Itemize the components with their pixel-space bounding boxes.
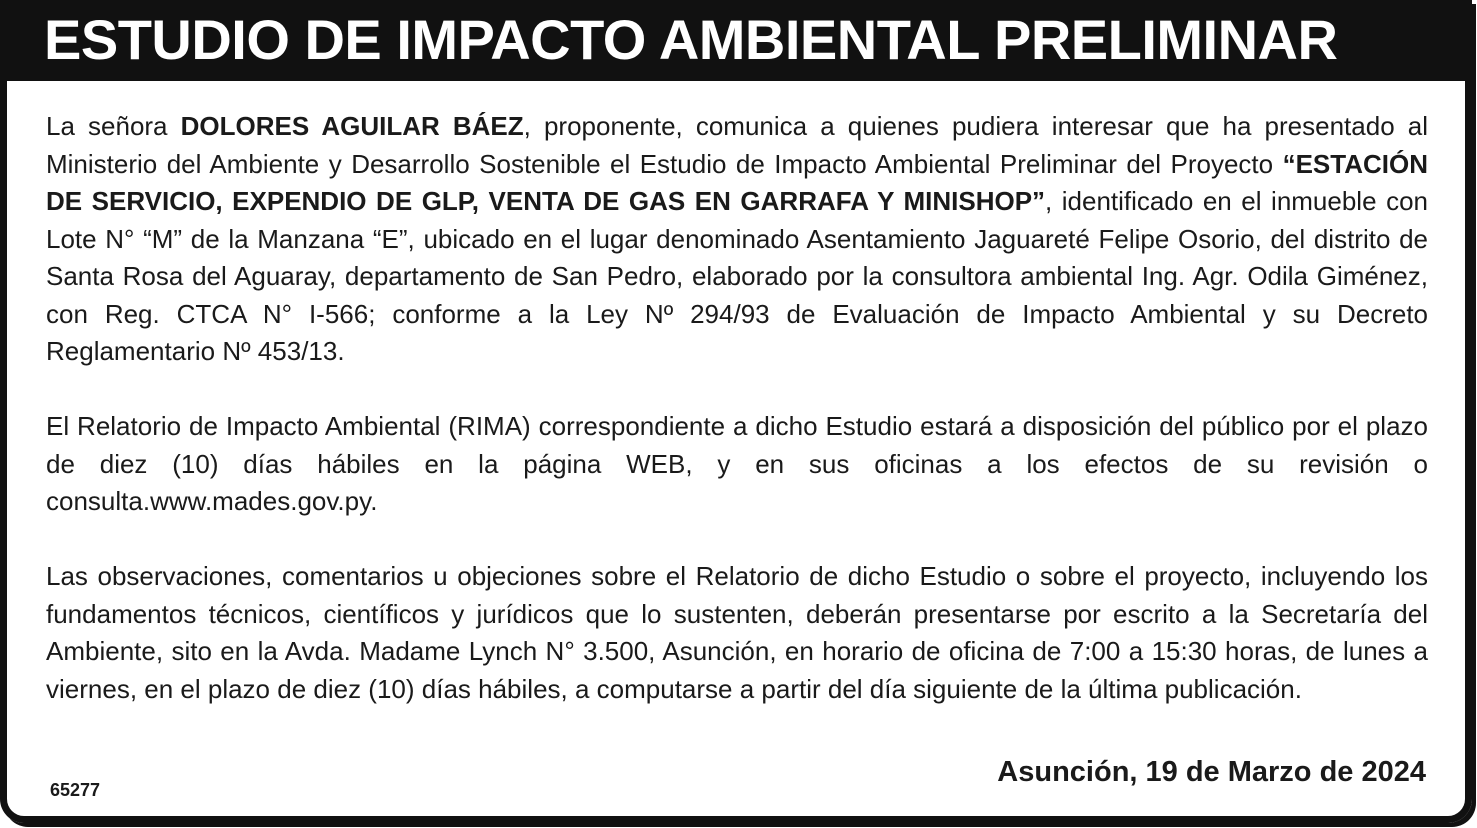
- notice-code: 65277: [50, 780, 101, 800]
- notice-date: Asunción, 19 de Marzo de 2024: [997, 756, 1426, 788]
- paragraph-submission: [46, 108, 1428, 371]
- notice-body: [46, 108, 1428, 708]
- paragraph-availability: El Relatorio de Impacto Ambiental (RIMA) correspondiente a dicho Estudio estará a disposición del público por el plazo de diez (10) días hábiles en la página WEB, y en sus oficinas a los efectos de su revisión o consulta.www.mades.gov.py.: [46, 411, 1428, 516]
- proponent-name: DOLORES AGUILAR BÁEZ: [180, 111, 524, 141]
- paragraph-observations: Las observaciones, comentarios u objeciones sobre el Relatorio de dicho Estudio o sobre el proyecto, incluyendo los fundamentos técnicos, científicos y jurídicos que lo sustenten, deberán presentarse por escrito a la Secretaría del Ambiente, sito en la Avda. Madame Lynch N° 3.500, Asunción, en horario de oficina de 7:00 a 15:30 horas, de lunes a viernes, en el plazo de diez (10) días hábiles, a computarse a partir del día siguiente de la última publicación.: [46, 561, 1428, 704]
- paragraph-submission-intro: La señora: [46, 111, 181, 141]
- notice-title: ESTUDIO DE IMPACTO AMBIENTAL PRELIMINAR: [44, 8, 1338, 71]
- paragraph-submission-middle: , proponente, comunica a quienes pudiera interesar que ha presentado al Ministerio del Ambiente y Desarrollo Sostenible el Estudio de Impacto Ambiental Preliminar del Proyecto: [46, 111, 1428, 179]
- paragraph-submission-rest: , identificado en el inmueble con Lote N° “M” de la Manzana “E”, ubicado en el lugar denominado Asentamiento Jaguareté Felipe Osorio, del distrito de Santa Rosa del Aguaray, departamento de San Pedro, elaborado por la consultora ambiental Ing. Agr. Odila Giménez, con Reg. CTCA N° I-566; conforme a la Ley Nº 294/93 de Evaluación de Impacto Ambiental y su Decreto Reglamentario Nº 453/13.: [46, 186, 1428, 366]
- project-name: “ESTACIÓN DE SERVICIO, EXPENDIO DE GLP, VENTA DE GAS EN GARRAFA Y MINISHOP”: [46, 148, 1428, 216]
- notice-header: [0, 0, 1472, 81]
